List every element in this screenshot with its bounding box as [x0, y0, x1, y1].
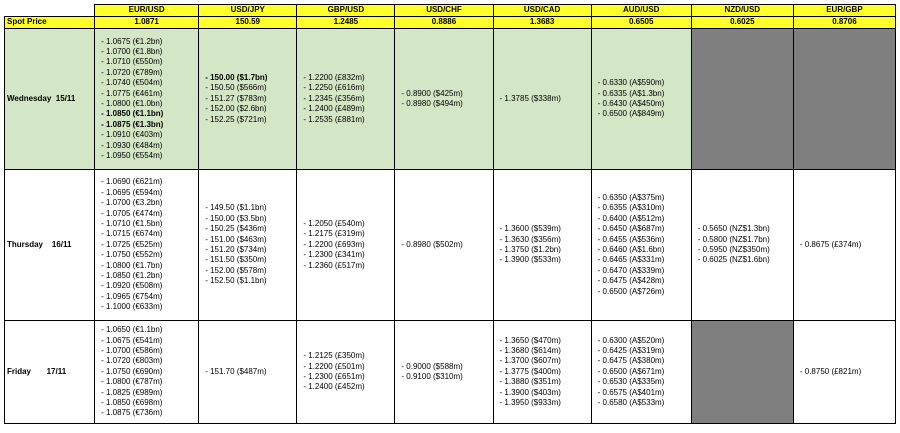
pair-header: USD/CHF	[395, 5, 493, 17]
expiry-cell	[199, 29, 297, 170]
expiry-cell	[493, 170, 591, 321]
strike-item: - 1.0700 (€3.2bn)	[101, 198, 163, 208]
strike-list	[401, 362, 492, 383]
spot-price-value: 0.6025	[691, 17, 793, 29]
expiry-day-label: Wednesday 15/11	[5, 29, 95, 170]
strike-item: - 149.50 ($1.1bn)	[205, 203, 267, 213]
strike-item: - 1.0740 (€504m)	[101, 78, 163, 88]
strike-item: - 1.2345 (£356m)	[303, 93, 365, 103]
strike-item: - 0.6460 (A$1.6bn)	[597, 245, 665, 254]
strike-item: - 1.0920 (€508m)	[101, 281, 163, 291]
currency-pair-header-row	[5, 5, 896, 17]
strike-item: - 1.0700 (€586m)	[101, 345, 163, 355]
strike-item: - 0.6455 (A$536m)	[597, 234, 665, 244]
strike-item: - 152.00 ($2.6bn)	[205, 104, 267, 114]
strike-item: - 1.2200 (£693m)	[303, 239, 365, 249]
strike-list	[303, 351, 394, 393]
strike-list	[205, 367, 296, 377]
strike-item: - 1.3785 ($338m)	[499, 93, 561, 103]
strike-list	[101, 37, 198, 162]
strike-item: - 0.5800 (NZ$1.7bn)	[697, 234, 770, 244]
strike-item: - 0.6575 (A$401m)	[597, 387, 665, 397]
strike-item: - 1.3775 ($400m)	[499, 366, 561, 376]
strike-item: - 0.6355 (A$310m)	[597, 203, 665, 213]
spot-price-value: 1.2485	[297, 17, 395, 29]
strike-item: - 0.8750 (£821m)	[799, 366, 862, 376]
strike-item: - 1.0930 (€484m)	[101, 140, 163, 150]
strike-list	[500, 224, 591, 266]
strike-item: - 151.00 ($463m)	[205, 234, 267, 244]
strike-list	[598, 78, 691, 120]
strike-item: - 0.8980 ($502m)	[401, 239, 463, 249]
spot-price-value: 0.6505	[591, 17, 691, 29]
strike-item: - 152.25 ($721m)	[205, 114, 267, 124]
strike-item: - 1.0710 (€550m)	[101, 57, 163, 67]
expiry-cell	[395, 29, 493, 170]
strike-item: - 0.6475 (A$428m)	[597, 276, 665, 286]
strike-item: - 1.0700 (€1.8bn)	[101, 46, 163, 56]
expiry-day-row	[5, 321, 896, 424]
fx-options-expiries-table	[4, 4, 896, 424]
strike-item: - 1.3900 ($533m)	[499, 255, 561, 265]
strike-item: - 1.3680 ($614m)	[499, 345, 561, 355]
strike-list	[303, 219, 394, 271]
expiry-cell	[493, 321, 591, 424]
spot-price-value: 150.59	[199, 17, 297, 29]
strike-item: - 1.3650 ($470m)	[499, 335, 561, 345]
strike-item: - 150.50 ($566m)	[205, 83, 267, 93]
strike-item: - 151.50 ($350m)	[205, 255, 267, 265]
corner-cell	[5, 5, 95, 17]
strike-list	[101, 177, 198, 312]
pair-header: EUR/GBP	[793, 5, 895, 17]
strike-item: - 1.0675 (€541m)	[101, 335, 163, 345]
pair-header: EUR/USD	[95, 5, 199, 17]
strike-item: - 1.0715 (€674m)	[101, 229, 163, 239]
strike-item: - 1.2400 (£452m)	[303, 382, 365, 392]
strike-item: - 1.0775 (€461m)	[101, 88, 163, 98]
expiry-day-label: Friday 17/11	[5, 321, 95, 424]
expiry-cell	[793, 170, 895, 321]
strike-list	[101, 325, 198, 419]
strike-item: - 1.0750 (€690m)	[101, 366, 163, 376]
pair-header: GBP/USD	[297, 5, 395, 17]
strike-item: - 150.00 ($3.5bn)	[205, 213, 267, 223]
strike-item: - 1.0725 (€525m)	[101, 239, 163, 249]
strike-item: - 0.6475 (A$380m)	[597, 356, 665, 366]
strike-item: - 1.2200 (£501m)	[303, 361, 365, 371]
strike-item: - 1.0800 (€1.0bn)	[101, 99, 163, 108]
strike-item: - 1.0710 (€1.5bn)	[101, 218, 163, 228]
strike-item: - 1.1000 (€633m)	[101, 302, 163, 312]
strike-item: - 1.3880 ($351m)	[499, 377, 561, 387]
strike-list	[500, 94, 591, 104]
strike-item: - 1.2250 (£616m)	[303, 83, 365, 93]
expiry-day-row	[5, 29, 896, 170]
strike-item: - 1.2360 (£517m)	[303, 260, 365, 270]
expiry-cell	[199, 321, 297, 424]
expiry-cell	[793, 321, 895, 424]
strike-item: - 0.6500 (A$726m)	[597, 286, 665, 296]
strike-item: - 1.2200 (£832m)	[303, 72, 365, 82]
strike-item: - 1.0695 (€594m)	[101, 187, 163, 197]
strike-item: - 1.2300 (£341m)	[303, 250, 365, 260]
strike-item: - 1.0850 (€1.1bn)	[101, 109, 164, 119]
expiry-cell	[95, 321, 199, 424]
strike-item: - 1.0800 (€787m)	[101, 377, 163, 387]
expiry-day-row	[5, 170, 896, 321]
strike-item: - 1.0950 (€554m)	[101, 151, 163, 161]
strike-item: - 1.0675 (€1.2bn)	[101, 36, 163, 46]
strike-item: - 0.6580 (A$533m)	[597, 398, 665, 408]
strike-item: - 1.0875 (€1.3bn)	[101, 119, 164, 129]
strike-item: - 1.3900 ($403m)	[499, 387, 561, 397]
spot-price-row	[5, 17, 896, 29]
strike-list	[401, 240, 492, 250]
strike-item: - 0.6350 (A$375m)	[597, 192, 665, 202]
strike-item: - 1.2050 (£540m)	[303, 218, 365, 228]
strike-item: - 1.2125 (£350m)	[303, 351, 365, 361]
strike-item: - 0.6335 (A$1.3bn)	[597, 88, 665, 98]
strike-item: - 1.0910 (€403m)	[101, 130, 163, 140]
strike-list	[500, 336, 591, 409]
strike-item: - 151.27 ($783m)	[205, 93, 267, 103]
expiry-cell	[395, 170, 493, 321]
strike-item: - 0.6400 (A$512m)	[597, 213, 665, 223]
strike-item: - 1.0850 (€698m)	[101, 398, 163, 408]
strike-item: - 0.6465 (A$331m)	[597, 255, 665, 265]
strike-item: - 1.0705 (€474m)	[101, 208, 163, 218]
strike-item: - 0.5950 (NZ$350m)	[697, 245, 770, 254]
strike-item: - 1.0650 (€1.1bn)	[101, 325, 163, 335]
spot-price-value: 0.8706	[793, 17, 895, 29]
expiry-cell	[591, 170, 691, 321]
expiry-day-label: Thursday 16/11	[5, 170, 95, 321]
strike-list	[205, 73, 296, 125]
strike-item: - 150.00 ($1.7bn)	[205, 72, 268, 82]
strike-item: - 1.0965 (€754m)	[101, 291, 163, 301]
strike-item: - 1.2300 (£651m)	[303, 372, 365, 381]
strike-item: - 1.0875 (€736m)	[101, 408, 163, 418]
strike-item: - 1.3750 ($1.2bn)	[499, 245, 561, 254]
spot-price-label: Spot Price	[5, 17, 95, 29]
strike-item: - 1.3630 ($356m)	[499, 234, 561, 244]
strike-item: - 1.0750 (€552m)	[101, 250, 163, 260]
expiry-cell	[297, 29, 395, 170]
strike-item: - 0.9100 ($310m)	[401, 372, 463, 381]
pair-header: USD/JPY	[199, 5, 297, 17]
pair-header: USD/CAD	[493, 5, 591, 17]
strike-item: - 0.6470 (A$339m)	[597, 265, 665, 275]
strike-item: - 0.9000 ($588m)	[401, 361, 463, 371]
strike-item: - 1.3700 ($607m)	[499, 356, 561, 366]
pair-header: NZD/USD	[691, 5, 793, 17]
strike-item: - 1.0850 (€1.2bn)	[101, 271, 163, 281]
strike-list	[800, 367, 895, 377]
strike-item: - 0.6450 (A$687m)	[597, 224, 665, 234]
strike-item: - 1.0720 (€803m)	[101, 356, 163, 366]
expiry-cell	[297, 321, 395, 424]
strike-item: - 150.25 ($436m)	[205, 224, 267, 234]
strike-list	[800, 240, 895, 250]
strike-item: - 0.5650 (NZ$1.3bn)	[697, 224, 770, 234]
strike-list	[205, 203, 296, 286]
strike-item: - 1.3950 ($933m)	[499, 398, 561, 408]
expiry-cell	[95, 29, 199, 170]
strike-list	[303, 73, 394, 125]
strike-item: - 152.00 ($578m)	[205, 265, 267, 275]
strike-item: - 0.6500 (A$671m)	[597, 366, 665, 376]
expiry-cell	[395, 321, 493, 424]
strike-item: - 0.8980 ($494m)	[401, 99, 463, 108]
expiry-cell	[493, 29, 591, 170]
expiry-cell	[95, 170, 199, 321]
strike-item: - 1.2535 (£881m)	[303, 114, 365, 124]
strike-item: - 151.70 ($487m)	[205, 366, 267, 376]
expiry-cell	[691, 170, 793, 321]
expiry-cell	[297, 170, 395, 321]
strike-item: - 1.0690 (€621m)	[101, 177, 163, 187]
strike-item: - 151.20 ($734m)	[205, 245, 267, 254]
strike-item: - 0.8900 ($425m)	[401, 88, 463, 98]
expiry-cell	[591, 29, 691, 170]
strike-list	[598, 336, 691, 409]
empty-grey-cell	[793, 29, 895, 170]
expiry-cell	[591, 321, 691, 424]
strike-item: - 1.0720 (€789m)	[101, 67, 163, 77]
empty-grey-cell	[691, 29, 793, 170]
spot-price-value: 1.3683	[493, 17, 591, 29]
strike-item: - 0.6430 (A$450m)	[597, 99, 665, 108]
strike-item: - 152.50 ($1.1bn)	[205, 276, 267, 286]
strike-item: - 1.0800 (€1.7bn)	[101, 260, 163, 270]
empty-grey-cell	[691, 321, 793, 424]
strike-item: - 0.6500 (A$849m)	[597, 109, 665, 119]
strike-item: - 0.6025 (NZ$1.6bn)	[697, 255, 770, 265]
spot-price-value: 0.8886	[395, 17, 493, 29]
strike-list	[401, 89, 492, 110]
strike-item: - 0.6300 (A$520m)	[597, 335, 665, 345]
strike-item: - 1.2400 (£489m)	[303, 104, 365, 114]
expiry-cell	[199, 170, 297, 321]
pair-header: AUD/USD	[591, 5, 691, 17]
strike-item: - 1.3600 ($539m)	[499, 224, 561, 234]
spot-price-value: 1.0871	[95, 17, 199, 29]
strike-item: - 1.2175 (£319m)	[303, 229, 365, 239]
strike-list	[598, 193, 691, 297]
strike-item: - 0.8675 (£374m)	[799, 239, 862, 249]
strike-item: - 0.6425 (A$319m)	[597, 345, 665, 355]
strike-list	[698, 224, 793, 266]
expiry-rows	[5, 29, 896, 424]
strike-item: - 0.6330 (A$590m)	[597, 78, 665, 88]
strike-item: - 1.0825 (€989m)	[101, 387, 163, 397]
strike-item: - 0.6530 (A$335m)	[597, 377, 665, 387]
